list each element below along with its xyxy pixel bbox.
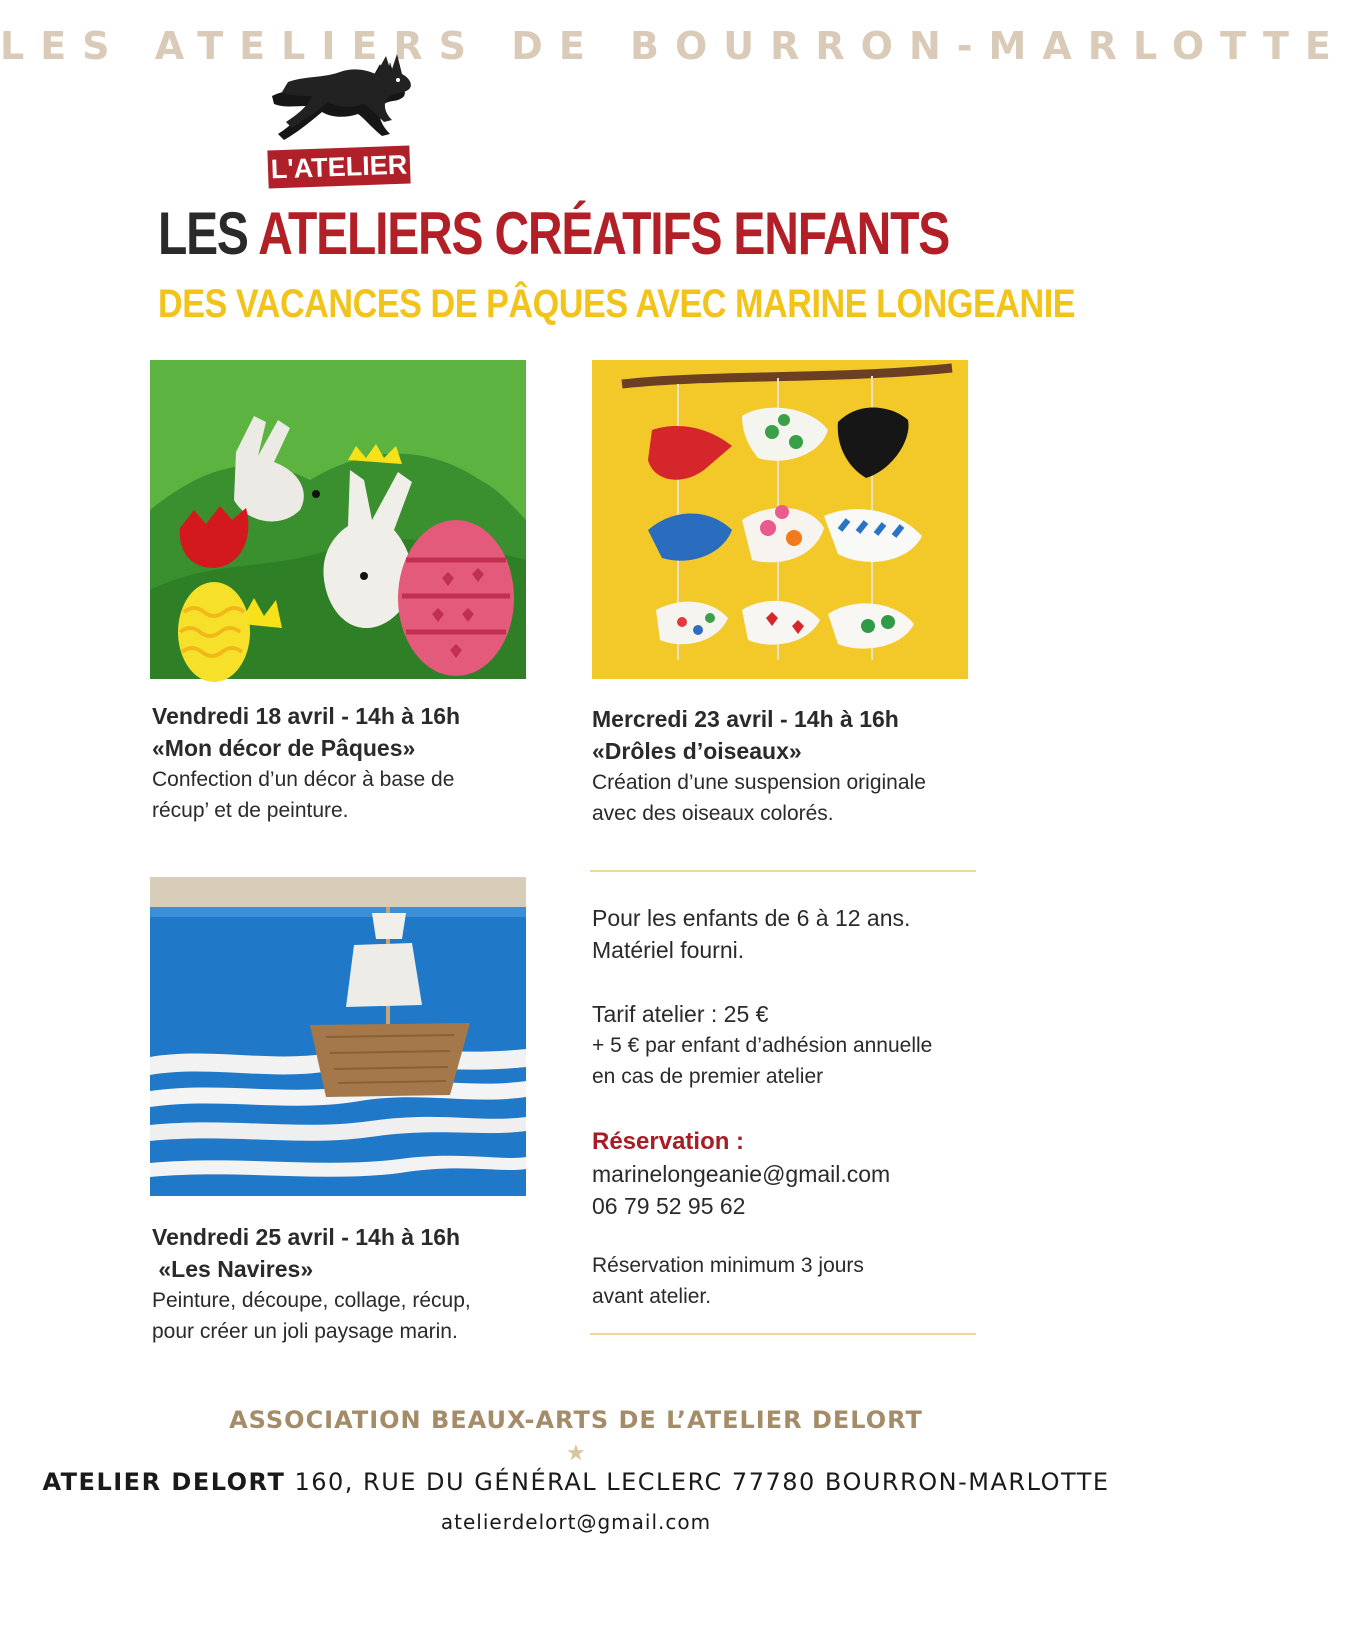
birds-suspension-photo xyxy=(592,360,968,679)
event-3-desc-2: pour créer un joli paysage marin. xyxy=(152,1320,458,1343)
event-3 xyxy=(152,1221,471,1347)
easter-decor-photo xyxy=(150,360,526,679)
boat-painting-photo xyxy=(150,877,526,1196)
info-material: Matériel fourni. xyxy=(592,937,745,963)
title-highlight: ATELIERS CRÉATIFS ENFANTS xyxy=(258,200,950,267)
address-street: 160, RUE DU GÉNÉRAL LECLERC 77780 BOURRON-MARLOTTE xyxy=(285,1468,1110,1496)
reservation-note-2: avant atelier. xyxy=(592,1285,712,1308)
event-2 xyxy=(592,703,926,829)
event-3-date: Vendredi 25 avril - 14h à 16h xyxy=(152,1224,461,1250)
event-2-desc-1: Création d’une suspension originale xyxy=(592,771,926,794)
footer-email[interactable]: atelierdelort@gmail.com xyxy=(440,1510,712,1534)
hare-logo-icon xyxy=(258,52,428,152)
reservation-note-1: Réservation minimum 3 jours xyxy=(592,1254,864,1277)
event-2-desc-2: avec des oiseaux colorés. xyxy=(592,802,834,825)
event-1-desc-1: Confection d’un décor à base de xyxy=(152,768,455,791)
star-icon: ★ xyxy=(566,1440,586,1465)
info-price: Tarif atelier : 25 € xyxy=(592,1001,769,1027)
event-3-desc-1: Peinture, découpe, collage, récup, xyxy=(152,1289,471,1312)
event-1 xyxy=(152,700,460,826)
title-prefix: LES xyxy=(158,200,259,267)
info-divider-top xyxy=(590,870,976,872)
event-2-date: Mercredi 23 avril - 14h à 16h xyxy=(592,706,899,732)
event-1-date: Vendredi 18 avril - 14h à 16h xyxy=(152,703,461,729)
top-banner-text: LES ATELIERS DE BOURRON-MARLOTTE xyxy=(0,24,1347,68)
subtitle: DES VACANCES DE PÂQUES AVEC MARINE LONGEANIE xyxy=(158,282,1076,326)
footer-address xyxy=(0,1468,1152,1496)
reservation-email[interactable]: marinelongeanie@gmail.com xyxy=(592,1161,891,1187)
main-title xyxy=(158,198,949,270)
reservation-label: Réservation : xyxy=(592,1128,745,1155)
info-ages: Pour les enfants de 6 à 12 ans. xyxy=(592,905,911,931)
reservation-phone[interactable]: 06 79 52 95 62 xyxy=(592,1193,746,1219)
atelier-logo-label: L'ATELIER xyxy=(267,146,410,189)
info-block xyxy=(592,902,932,1312)
event-1-title: «Mon décor de Pâques» xyxy=(152,735,416,761)
event-2-title: «Drôles d’oiseaux» xyxy=(592,738,802,764)
event-3-title: «Les Navires» xyxy=(152,1256,314,1282)
event-1-desc-2: récup’ et de peinture. xyxy=(152,799,349,822)
address-venue: ATELIER DELORT xyxy=(42,1468,286,1496)
info-membership-2: en cas de premier atelier xyxy=(592,1065,824,1088)
info-membership-1: + 5 € par enfant d’adhésion annuelle xyxy=(592,1034,933,1057)
info-divider-bottom xyxy=(590,1333,976,1335)
association-name: ASSOCIATION BEAUX-ARTS DE L’ATELIER DELORT xyxy=(229,1406,923,1434)
